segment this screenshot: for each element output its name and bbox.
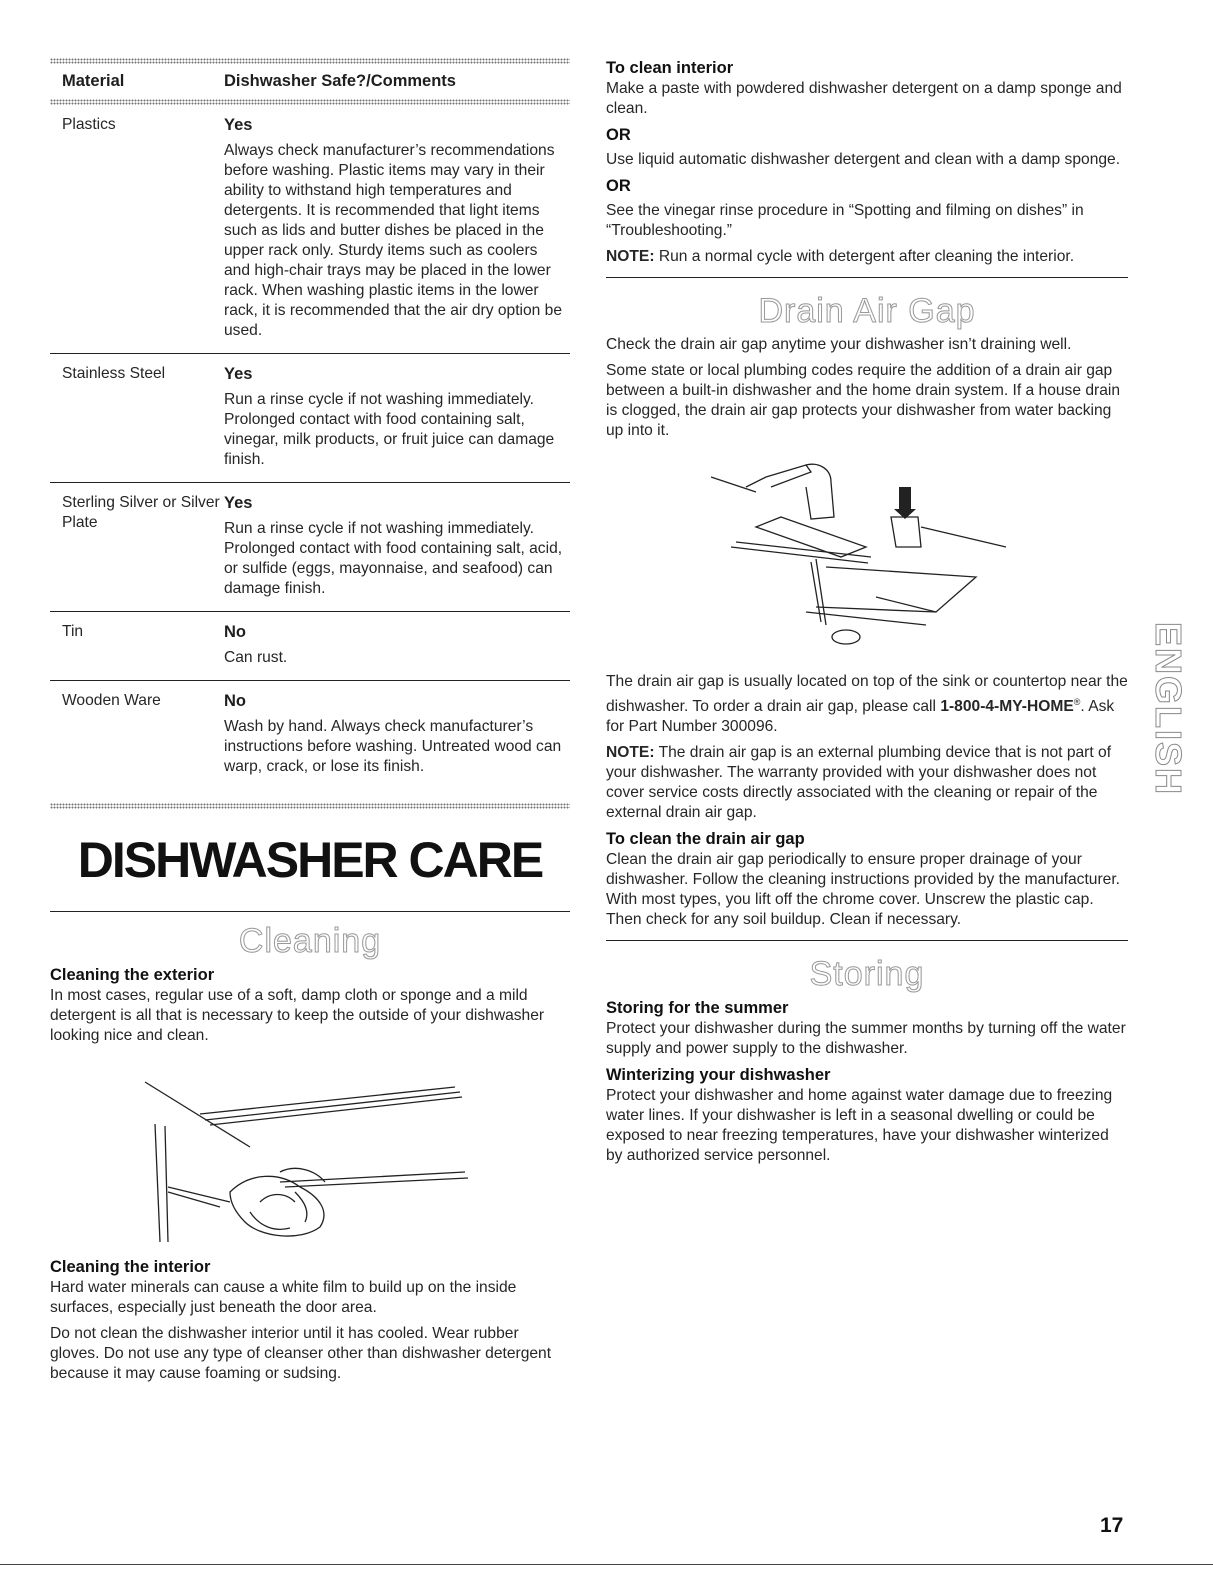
row-material: Stainless Steel <box>62 365 166 382</box>
row-comment: Always check manufacturer’s recommendations before washing. Plastic items may vary in their ability to withstand high temperatures and detergents. It is recommended that light items such as lids and butter dishes be placed in the upper rack only. Sturdy items such as coolers and high-chair trays may be placed in the lower rack. When washing plastic items in the lower rack, it is recommended that the air dry option be used. <box>224 142 563 339</box>
summer-heading: Storing for the summer <box>606 999 789 1018</box>
row-comment: Wash by hand. Always check manufacturer’s instructions before washing. Untreated wood can warp, crack, or lose its finish. <box>224 718 562 775</box>
clean-interior-text-3: See the vinegar rinse procedure in “Spotting and filming on dishes” in “Troubleshooting.” <box>606 202 1084 239</box>
table-bottom-rule <box>50 803 570 809</box>
storing-heading: Storing <box>809 955 925 994</box>
air-gap-cap-icon <box>899 487 911 512</box>
row-material: Sterling Silver or Silver Plate <box>62 494 220 531</box>
interior-text-2: Do not clean the dishwasher interior until it has cooled. Wear rubber gloves. Do not use any type of cleanser other than dishwasher detergent because it may cause foaming or sudsing. <box>50 1325 552 1382</box>
note-text: Run a normal cycle with detergent after cleaning the interior. <box>654 248 1075 265</box>
clean-interior-text-2: Use liquid automatic dishwasher detergent and clean with a damp sponge. <box>606 151 1121 168</box>
row-comment: Run a rinse cycle if not washing immediately. Prolonged contact with food containing salt, vinegar, milk products, or fruit juice can damage finish. <box>224 391 555 468</box>
row-comment-cell <box>224 493 564 599</box>
interior-text-1: Hard water minerals can cause a white film to build up on the inside surfaces, especially just beneath the door area. <box>50 1279 517 1316</box>
row-safe: No <box>224 692 246 710</box>
note-text-2: The drain air gap is an external plumbing device that is not part of your dishwasher. The warranty provided with your dishwasher does not cover service costs directly associated with the cleaning or repair of the external drain air gap. <box>606 744 1112 822</box>
phone-number: 1-800-4-MY-HOME <box>940 698 1074 716</box>
table-row <box>50 354 570 482</box>
clean-gap-heading: To clean the drain air gap <box>606 830 805 849</box>
drain-text-3: The drain air gap is usually located on top of the sink or countertop near the dishwasher. To order a drain air gap, please call 1-800-4-MY-HOME®. Ask for Part Number 300096. <box>606 673 1128 736</box>
note-paragraph-2 <box>606 743 1128 823</box>
or-label: OR <box>606 126 631 144</box>
page-number: 17 <box>1100 1514 1124 1537</box>
clean-gap-text: Clean the drain air gap periodically to ensure proper drainage of your dishwasher. Follow the cleaning instructions provided by the manufacturer. With most types, you lift off the chrome cover. Unscrew the plastic cap. Then check for any soil buildup. Clean if necessary. <box>606 851 1121 929</box>
row-comment-cell <box>224 364 564 470</box>
clean-interior-text-1: Make a paste with powdered dishwasher detergent on a damp sponge and clean. <box>606 80 1122 117</box>
row-comment-cell <box>224 622 564 668</box>
exterior-heading: Cleaning the exterior <box>50 966 215 984</box>
row-comment: Can rust. <box>224 649 288 666</box>
exterior-text: In most cases, regular use of a soft, damp cloth or sponge and a mild detergent is all that is necessary to keep the outside of your dishwasher looking nice and clean. <box>50 987 545 1044</box>
header-comments: Dishwasher Safe?/Comments <box>224 72 456 90</box>
or-label: OR <box>606 177 631 195</box>
note-label-2: NOTE: <box>606 744 655 762</box>
row-comment-cell <box>224 691 564 777</box>
row-safe: No <box>224 623 246 641</box>
bottom-rule <box>0 1564 1213 1565</box>
drain-air-gap-heading: Drain Air Gap <box>758 292 976 330</box>
language-side-tab <box>1150 565 1188 855</box>
title-rule <box>50 911 570 912</box>
interior-heading: Cleaning the interior <box>50 1258 211 1276</box>
header-material: Material <box>62 72 125 90</box>
summer-text: Protect your dishwasher during the summer months by turning off the water supply and power supply to the dishwasher. <box>606 1020 1126 1058</box>
drain-text-1: Check the drain air gap anytime your dishwasher isn’t draining well. <box>606 336 1072 353</box>
table-row <box>50 612 570 680</box>
table-row <box>50 681 570 789</box>
row-safe: Yes <box>224 116 253 134</box>
winter-heading: Winterizing your dishwasher <box>606 1066 831 1085</box>
winter-text: Protect your dishwasher and home against water damage due to freezing water lines. If your dishwasher is left in a seasonal dwelling or could be exposed to near freezing temperatures, have your dishwasher winterized by authorized service personnel. <box>606 1087 1113 1165</box>
left-column <box>50 58 570 1390</box>
row-safe: Yes <box>224 365 253 383</box>
drain-rule <box>606 277 1128 278</box>
storing-rule <box>606 940 1128 941</box>
table-row <box>50 105 570 353</box>
section-title: DISHWASHER CARE <box>77 832 543 888</box>
row-material: Wooden Ware <box>62 692 161 709</box>
wiping-exterior-illustration <box>50 1052 570 1242</box>
row-safe: Yes <box>224 494 253 512</box>
right-column <box>606 58 1128 1172</box>
row-material: Tin <box>62 623 84 640</box>
note-label: NOTE: <box>606 248 655 265</box>
row-comment-cell <box>224 115 564 341</box>
table-row <box>50 483 570 611</box>
clean-interior-heading: To clean interior <box>606 59 734 77</box>
table-header <box>50 64 570 99</box>
drain-text-2: Some state or local plumbing codes require the addition of a drain air gap between a built-in dishwasher and the home drain system. If a house drain is clogged, the drain air gap protects your dishwasher from water backing up into it. <box>606 362 1121 439</box>
note-paragraph <box>606 247 1128 267</box>
drain-air-gap-illustration <box>606 447 1126 657</box>
row-comment: Run a rinse cycle if not washing immediately. Prolonged contact with food containing salt, acid, or sulfide (eggs, mayonnaise, and seafood) can damage finish. <box>224 520 563 597</box>
row-material: Plastics <box>62 116 116 133</box>
cleaning-heading: Cleaning <box>238 922 382 960</box>
side-tab-label: ENGLISH <box>1148 621 1189 796</box>
